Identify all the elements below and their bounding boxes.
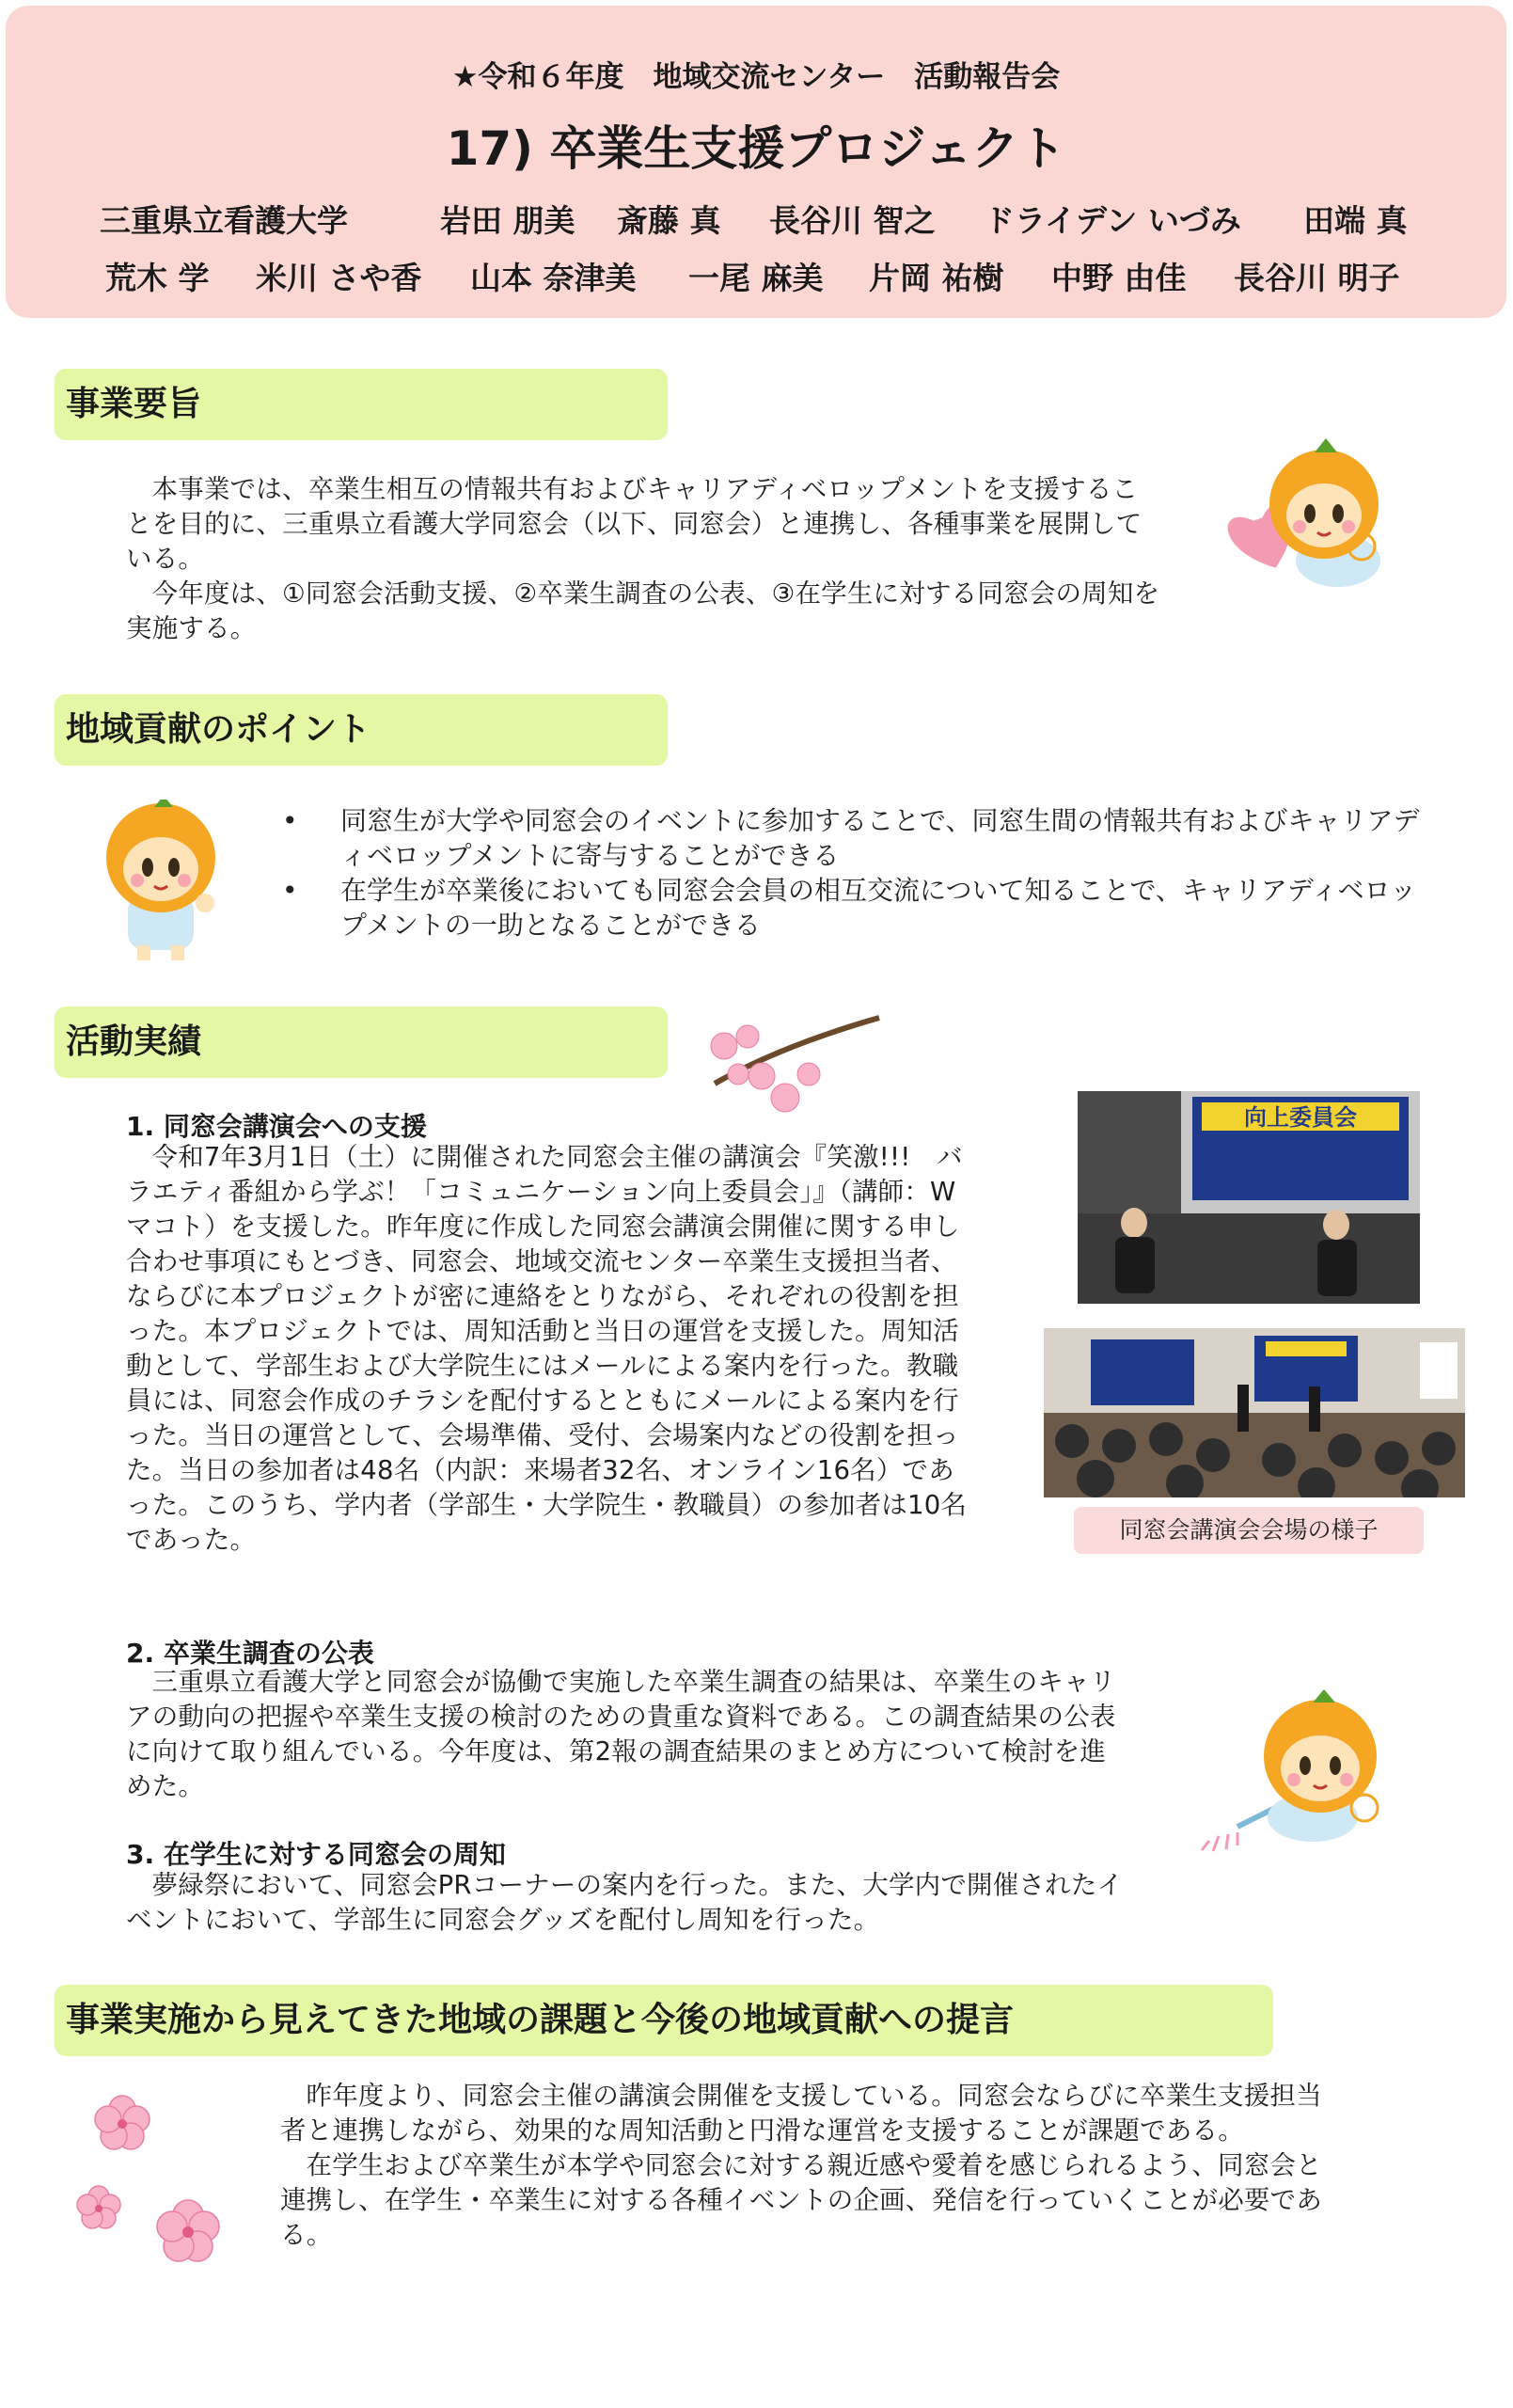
- university-name: 三重県立看護大学: [100, 202, 348, 239]
- screen-title-text: 向上委員会: [1244, 1104, 1357, 1131]
- section-heading-purpose: 事業要旨: [55, 369, 668, 440]
- author-name: 荒木 学: [105, 260, 210, 296]
- list-item: • 同窓生が大学や同窓会のイベントに参加することで、同窓生間の情報共有およびキャリアディベロップメントに寄与することができる: [282, 803, 1420, 873]
- results-item-3-title: 3. 在学生に対する同窓会の周知: [126, 1839, 506, 1870]
- author-name: 中野 由佳: [1051, 260, 1187, 296]
- mascot-standing-illustration: [100, 800, 222, 961]
- author-name: 田端 真: [1303, 202, 1408, 239]
- author-name: 長谷川 智之: [769, 202, 936, 239]
- results-item-1-body: [126, 1140, 980, 1558]
- results-item-1-title: 1. 同窓会講演会への支援: [126, 1111, 427, 1142]
- author-name: 片岡 祐樹: [869, 260, 1004, 296]
- cherry-blossom-branch-icon: [696, 1008, 884, 1121]
- results-item-2-title: 2. 卒業生調査の公表: [126, 1638, 374, 1669]
- section-heading-results: 活動実績: [55, 1006, 668, 1078]
- results-item-3-body: [126, 1868, 1128, 1938]
- author-name: ドライデン いづみ: [984, 202, 1241, 239]
- proposal-text: [280, 2079, 1337, 2253]
- points-list: [282, 803, 1420, 943]
- lecture-photo-stage: [1078, 1091, 1420, 1304]
- section-heading-points: 地域貢献のポイント: [55, 694, 668, 766]
- section-heading-proposal: 事業実施から見えてきた地域の課題と今後の地域貢献への提言: [55, 1985, 1273, 2056]
- report-title: 17) 卒業生支援プロジェクト: [446, 121, 1066, 176]
- event-title: ★令和６年度 地域交流センター 活動報告会: [451, 60, 1061, 94]
- header-banner: [6, 6, 1506, 318]
- paragraph: 三重県立看護大学と同窓会が協働で実施した卒業生調査の結果は、卒業生のキャリアの動向の把握や卒業生支援の検討のための貴重な資料である。この調査結果の公表に向けて取り組んでいる。今年度は、第2報の調査結果のまとめ方について検討を進めた。: [126, 1667, 1116, 1801]
- author-name: 一尾 麻美: [688, 260, 824, 296]
- author-name: 岩田 朋美: [440, 202, 575, 239]
- paragraph: 夢緑祭において、同窓会PRコーナーの案内を行った。また、大学内で開催されたイベントにおいて、学部生に同窓会グッズを配付し周知を行った。: [126, 1870, 1124, 1935]
- paragraph: 本事業では、卒業生相互の情報共有およびキャリアディベロップメントを支援することを目的に、三重県立看護大学同窓会（以下、同窓会）と連携し、各種事業を展開している。: [126, 474, 1143, 574]
- mascot-watering-illustration: [1200, 1686, 1407, 1855]
- cherry-blossoms-icon: [66, 2086, 235, 2284]
- paragraph: 令和7年3月1日（土）に開催された同窓会主催の講演会『笑激!!! バラエティ番組から学ぶ！「コミュニケーション向上委員会」』（講師：Wマコト）を支援した。昨年度に作成した同窓会講演会開催に関する申し合わせ事項にもとづき、同窓会、地域交流センター卒業生支援担当者、ならびに本プロジェクトが密に連絡をとりながら、それぞれの役割を担った。本プロジェクトでは、周知活動と当日の運営を支援した。周知活動として、学部生および大学院生にはメールによる案内を行った。教職員には、同窓会作成のチラシを配付するとともにメールによる案内を行った。当日の運営として、会場準備、受付、会場案内などの役割を担った。当日の参加者は48名（内訳：来場者32名、オンライン16名）であった。このうち、学内者（学部生・大学院生・教職員）の参加者は10名であった。: [126, 1142, 968, 1555]
- paragraph: 在学生および卒業生が本学や同窓会に対する親近感や愛着を感じられるよう、同窓会と連携し、在学生・卒業生に対する各種イベントの企画、発信を行っていくことが必要である。: [280, 2150, 1322, 2250]
- author-name: 山本 奈津美: [470, 260, 637, 296]
- lecture-photo-audience: [1044, 1328, 1465, 1497]
- author-name: 斎藤 真: [617, 202, 721, 239]
- paragraph: 昨年度より、同窓会主催の講演会開催を支援している。同窓会ならびに卒業生支援担当者と連携しながら、効果的な周知活動と円滑な運営を支援することが課題である。: [280, 2081, 1322, 2146]
- author-name: 米川 さや香: [256, 260, 422, 296]
- photo-caption: 同窓会講演会会場の様子: [1074, 1507, 1424, 1554]
- paragraph: 今年度は、①同窓会活動支援、②卒業生調査の公表、③在学生に対する同窓会の周知を実施する。: [126, 578, 1160, 643]
- list-item: • 在学生が卒業後においても同窓会会員の相互交流について知ることで、キャリアディベロップメントの一助となることができる: [282, 873, 1420, 943]
- author-name: 長谷川 明子: [1234, 260, 1400, 296]
- mascot-heart-illustration: [1221, 429, 1409, 603]
- purpose-text: [126, 472, 1160, 646]
- results-item-2-body: [126, 1665, 1128, 1804]
